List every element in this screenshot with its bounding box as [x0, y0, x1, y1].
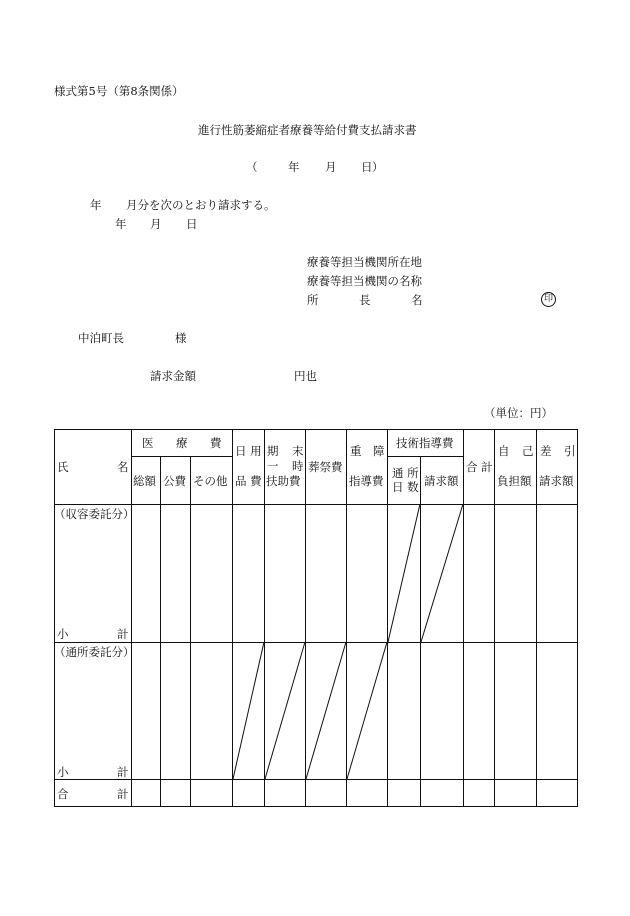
medical-header-3: 費	[210, 436, 222, 450]
issue-year: 年	[115, 217, 127, 231]
net-claim-header-2: 請求額	[539, 474, 574, 488]
severe-header-2: 指導費	[349, 474, 384, 488]
diagonal-s2-funeral	[306, 642, 346, 779]
self-pay-header-1b: 己	[522, 444, 534, 458]
section-1-label: （収容委託分）	[54, 507, 135, 521]
medical-total-header: 総額	[133, 474, 156, 488]
seal-mark: 印	[541, 292, 556, 307]
director-char-3: 名	[411, 293, 423, 307]
director-char-1: 所	[307, 293, 319, 307]
total-header: 合 計	[466, 460, 493, 474]
director-char-2: 長	[359, 293, 371, 307]
daily-goods-header-1: 日 用	[235, 444, 262, 458]
diagonal-s1-claim	[421, 504, 463, 642]
request-text: 月分を次のとおり請求する。	[126, 198, 276, 212]
date-close-paren: ）	[372, 160, 384, 174]
institution-address-label: 療養等担当機関所在地	[307, 255, 422, 269]
grand-total-2: 計	[117, 787, 129, 801]
date-day: 日	[361, 160, 373, 174]
severe-header-1b: 障	[373, 444, 385, 458]
self-pay-header-2: 負担額	[497, 474, 532, 488]
date-year: 年	[288, 160, 300, 174]
issue-month: 月	[150, 217, 162, 231]
medical-public-header: 公費	[163, 474, 186, 488]
yearend-header-1b: 末	[292, 444, 304, 458]
section-2-subtotal-2: 計	[117, 765, 129, 779]
claim-amount-suffix: 円也	[294, 369, 317, 383]
tech-days-header-1: 通 所	[392, 466, 419, 480]
net-claim-header-1b: 引	[564, 444, 576, 458]
section-2-label: （通所委託分）	[54, 645, 135, 659]
yearend-header-3: 扶助費	[266, 474, 301, 488]
claim-amount-label: 請求金額	[150, 369, 196, 383]
name-header-2: 名	[117, 460, 129, 474]
diagonal-s2-severe	[347, 642, 387, 779]
tech-group-header: 技術指導費	[396, 436, 454, 450]
section-1-subtotal-1: 小	[57, 627, 69, 641]
addressee-name: 中泊町長	[78, 331, 124, 345]
document-title: 進行性筋萎縮症者療養等給付費支払請求書	[198, 123, 417, 137]
unit-label: （単位：円）	[484, 406, 553, 420]
tech-days-header-2: 日 数	[392, 480, 419, 494]
request-year: 年	[90, 198, 102, 212]
severe-header-1a: 重	[350, 444, 362, 458]
tech-claim-header: 請求額	[424, 474, 459, 488]
form-number: 様式第5号（第8条関係）	[54, 84, 184, 98]
addressee-honorific: 様	[175, 331, 187, 345]
medical-header-1: 医	[142, 436, 154, 450]
diagonal-s2-yearend	[265, 642, 305, 779]
yearend-header-2b: 時	[292, 459, 304, 473]
grand-total-1: 合	[57, 787, 69, 801]
yearend-header-2a: 一	[267, 459, 279, 473]
diagonal-s2-daily	[233, 642, 264, 779]
net-claim-header-1a: 差	[540, 444, 552, 458]
daily-goods-header-2: 品 費	[235, 474, 262, 488]
date-open-paren: （	[246, 160, 258, 174]
section-1-subtotal-2: 計	[117, 627, 129, 641]
name-header-1: 氏	[57, 460, 69, 474]
diagonal-s1-days	[388, 504, 420, 642]
funeral-header: 葬祭費	[308, 460, 343, 474]
yearend-header-1a: 期	[267, 444, 279, 458]
date-month: 月	[325, 160, 337, 174]
section-2-subtotal-1: 小	[57, 765, 69, 779]
self-pay-header-1a: 自	[498, 444, 510, 458]
medical-other-header: その他	[193, 474, 228, 488]
issue-day: 日	[186, 217, 198, 231]
medical-header-2: 療	[176, 436, 188, 450]
institution-name-label: 療養等担当機関の名称	[307, 274, 422, 288]
